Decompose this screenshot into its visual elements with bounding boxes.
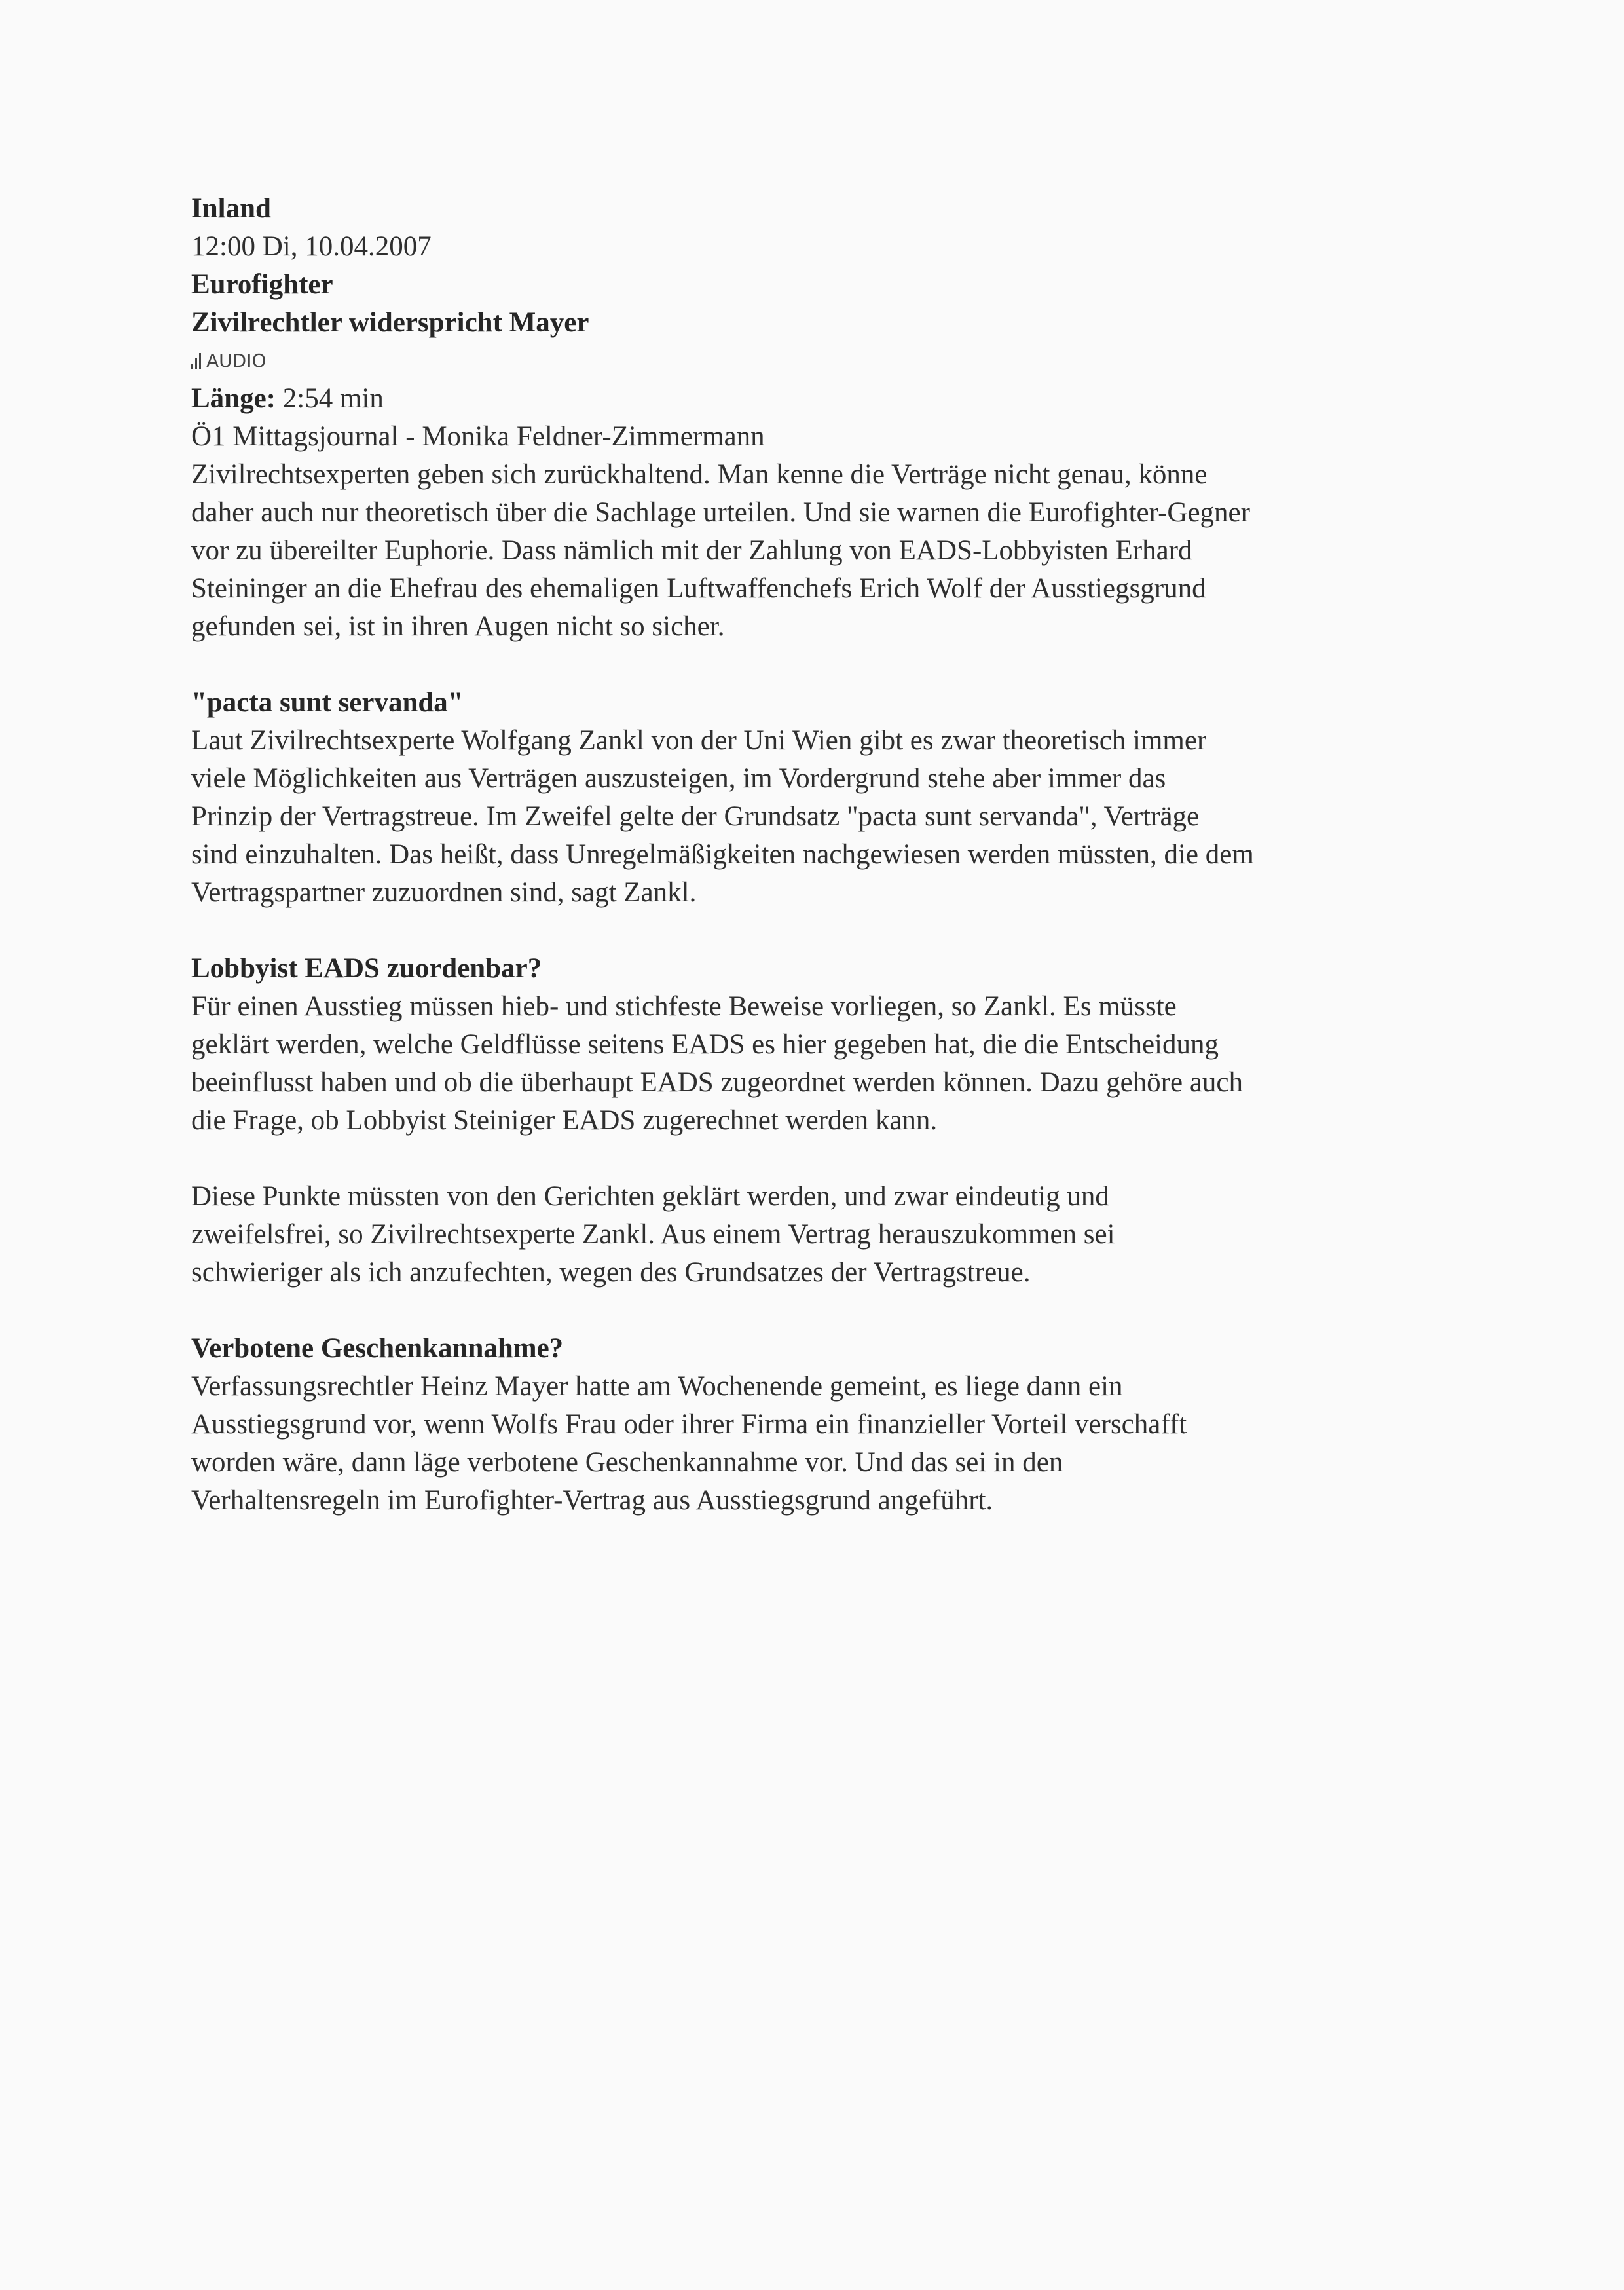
section-heading: "pacta sunt servanda" (191, 687, 464, 718)
source-line: Ö1 Mittagsjournal - Monika Feldner-Zimmermann (191, 421, 765, 452)
intro-paragraph (191, 456, 1455, 646)
section-geschenkannahme (191, 1330, 1455, 1520)
text-line: Für einen Ausstieg müssen hieb- und stichfeste Beweise vorliegen, so Zankl. Es müsste (191, 991, 1177, 1022)
section-heading: Lobbyist EADS zuordenbar? (191, 953, 542, 984)
paragraph-gap (191, 912, 1455, 950)
text-line: schwieriger als ich anzufechten, wegen des Grundsatzes der Vertragstreue. (191, 1257, 1031, 1288)
text-line: zweifelsfrei, so Zivilrechtsexperte Zankl. Aus einem Vertrag herauszukommen sei (191, 1219, 1115, 1250)
paragraph-gap (191, 1140, 1455, 1178)
text-line: Prinzip der Vertragstreue. Im Zweifel gelte der Grundsatz "pacta sunt servanda", Verträge (191, 801, 1200, 832)
text-line: daher auch nur theoretisch über die Sachlage urteilen. Und sie warnen die Eurofighter-Gegner (191, 497, 1250, 528)
length-value: 2:54 min (282, 383, 384, 414)
section-pacta (191, 684, 1455, 912)
text-line: geklärt werden, welche Geldflüsse seitens EADS es hier gegeben hat, die die Entscheidung (191, 1029, 1219, 1060)
text-line: Zivilrechtsexperten geben sich zurückhaltend. Man kenne die Verträge nicht genau, könne (191, 459, 1208, 490)
topic: Eurofighter (191, 269, 333, 300)
section-label: Inland (191, 193, 271, 224)
audio-icon (191, 353, 201, 369)
paragraph-gap (191, 1292, 1455, 1330)
text-line: Verhaltensregeln im Eurofighter-Vertrag aus Ausstiegsgrund angeführt. (191, 1485, 993, 1516)
text-line: worden wäre, dann läge verbotene Geschenkannahme vor. Und das sei in den (191, 1447, 1063, 1478)
text-line: Vertragspartner zuzuordnen sind, sagt Zankl. (191, 877, 697, 908)
audio-link[interactable] (191, 342, 1455, 380)
text-line: Verfassungsrechtler Heinz Mayer hatte am Wochenende gemeint, es liege dann ein (191, 1371, 1123, 1402)
audio-label: AUDIO (206, 350, 267, 371)
headline: Zivilrechtler widerspricht Mayer (191, 307, 589, 338)
datetime: 12:00 Di, 10.04.2007 (191, 231, 432, 262)
text-line: die Frage, ob Lobbyist Steiniger EADS zugerechnet werden kann. (191, 1105, 938, 1136)
length-line (191, 380, 1455, 418)
section-heading: Verbotene Geschenkannahme? (191, 1333, 564, 1364)
text-line: beeinflusst haben und ob die überhaupt EADS zugeordnet werden können. Dazu gehöre auch (191, 1067, 1244, 1098)
text-line: viele Möglichkeiten aus Verträgen auszusteigen, im Vordergrund stehe aber immer das (191, 763, 1166, 794)
paragraph-gap (191, 646, 1455, 684)
length-label: Länge: (191, 383, 276, 414)
text-line: gefunden sei, ist in ihren Augen nicht so sicher. (191, 611, 725, 642)
section-courts (191, 1178, 1455, 1292)
text-line: sind einzuhalten. Das heißt, dass Unregelmäßigkeiten nachgewiesen werden müssten, die dem (191, 839, 1254, 870)
text-line: Steininger an die Ehefrau des ehemaligen Luftwaffenchefs Erich Wolf der Ausstiegsgrund (191, 573, 1206, 604)
text-line: Ausstiegsgrund vor, wenn Wolfs Frau oder ihrer Firma ein finanzieller Vorteil verschafft (191, 1409, 1187, 1440)
section-lobbyist (191, 950, 1455, 1140)
text-line: Laut Zivilrechtsexperte Wolfgang Zankl von der Uni Wien gibt es zwar theoretisch immer (191, 725, 1207, 756)
article (191, 190, 1455, 1520)
text-line: vor zu übereilter Euphorie. Dass nämlich mit der Zahlung von EADS-Lobbyisten Erhard (191, 535, 1192, 566)
text-line: Diese Punkte müssten von den Gerichten geklärt werden, und zwar eindeutig und (191, 1181, 1109, 1212)
